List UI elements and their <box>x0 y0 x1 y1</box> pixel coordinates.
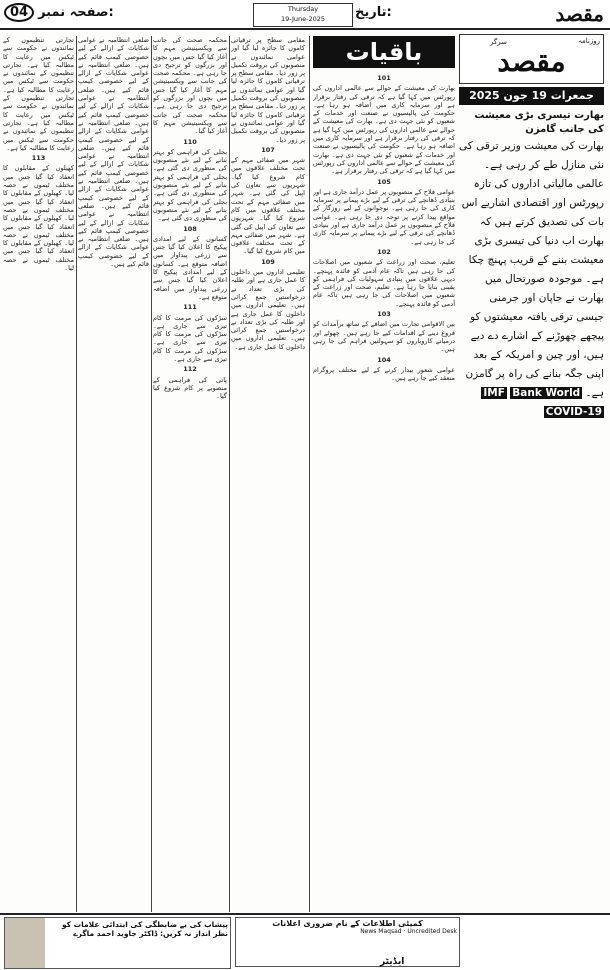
doctor-photo <box>5 918 45 968</box>
section-number: 102 <box>377 247 391 256</box>
editorial-highlight-bankworld: Bank World <box>512 387 581 399</box>
health-advertisement <box>4 917 231 969</box>
editorial-headline: بھارت تیسری بڑی معیشت کی جانب گامزن <box>474 110 604 135</box>
column-rule <box>309 36 310 912</box>
editorial-highlight-covid: COVID-19 <box>545 406 602 418</box>
notice-box: کمیٹی اطلاعات کے نام ضروری اعلانات News Maqsad · Uncredited Desk <box>235 917 460 967</box>
section-number: 109 <box>261 257 275 266</box>
editorial-column <box>459 34 604 914</box>
column-2: مقامی سطح پر ترقیاتی کاموں کا جائزہ لیا گیا اور عوامی نمائندوں نے منصوبوں کی بروقت تکمیل پر زور دیا۔ مقامی سطح پر ترقیاتی کاموں کا جائزہ لیا گیا اور عوامی نمائندوں نے منصوبوں کی بروقت تکمیل پر زور دیا۔ مقامی سطح پر ترقیاتی کاموں کا جائزہ لیا گیا اور عوامی نمائندوں نے منصوبوں کی بروقت تکمیل پر زور دیا۔ 107 شہر میں صفائی مہم کے تحت مختلف علاقوں میں کام شروع کیا گیا۔ شہریوں سے تعاون کی اپیل کی گئی ہے۔ شہر میں صفائی مہم کے تحت مختلف علاقوں میں کام شروع کیا گیا۔ شہریوں سے تعاون کی اپیل کی گئی ہے۔ شہر میں صفائی مہم کے تحت مختلف علاقوں میں کام شروع کیا گیا۔ 109 تعلیمی اداروں میں داخلوں کا عمل جاری ہے اور طلبہ کی بڑی تعداد نے درخواستیں جمع کرائی ہیں۔ تعلیمی اداروں میں داخلوں کا عمل جاری ہے اور طلبہ کی بڑی تعداد نے درخواستیں جمع کرائی ہیں۔ تعلیمی اداروں میں داخلوں کا عمل جاری ہے۔ <box>231 36 305 351</box>
page-number-value: 04 <box>4 3 34 22</box>
section-number: 107 <box>261 145 275 154</box>
notice-title: کمیٹی اطلاعات کے نام ضروری اعلانات <box>272 919 423 928</box>
section-number: 101 <box>377 74 391 82</box>
page-header <box>0 0 610 30</box>
section-number: 105 <box>377 177 391 186</box>
section-number: 112 <box>183 365 197 374</box>
section-number: 103 <box>377 310 391 319</box>
notice-line-2: Uncredited Desk <box>407 928 457 935</box>
masthead-editor-tag: سرگر <box>490 38 507 46</box>
editorial-highlight-imf: IMF <box>483 387 505 399</box>
date-text: 19-June-2025 <box>280 15 326 23</box>
column-1: 101 بھارت کی معیشت کے حوالے سے عالمی اداروں کی رپورٹس میں کہا گیا ہے کہ ترقی کی رفتار برقرار ہے اور سرمایہ کاری میں اضافہ ہو رہا ہے۔ حکومت کی پالیسیوں نے صنعت اور خدمات کے شعبوں کو نئی جہت دی ہے۔ بھارت کی معیشت کے حوالے سے عالمی اداروں کی رپورٹس میں کہا گیا ہے کہ ترقی کی رفتار برقرار ہے اور سرمایہ کاری میں اضافہ ہو رہا ہے۔ حکومت کی پالیسیوں نے صنعت اور خدمات کے شعبوں کو نئی جہت دی ہے۔ بھارت کی معیشت کے حوالے سے عالمی اداروں کی رپورٹس میں کہا گیا ہے کہ ترقی کی رفتار برقرار ہے۔ 105 عوامی فلاح کے منصوبوں پر عمل درآمد جاری ہے اور بنیادی ڈھانچے کی ترقی کے لیے بڑے پیمانے پر سرمایہ کاری کی جا رہی ہے۔ نوجوانوں کے لیے روزگار کے مواقع پیدا کرنے پر توجہ دی جا رہی ہے۔ عوامی فلاح کے منصوبوں پر عمل درآمد جاری ہے اور بنیادی ڈھانچے کی ترقی کے لیے بڑے پیمانے پر سرمایہ کاری کی جا رہی ہے۔ 102 تعلیم، صحت اور زراعت کے شعبوں میں اصلاحات کی جا رہی ہیں تاکہ عام آدمی کو فائدہ پہنچے۔ دیہی علاقوں میں بنیادی سہولیات کی فراہمی کو یقینی بنایا جا رہا ہے۔ تعلیم، صحت اور زراعت کے شعبوں میں اصلاحات کی جا رہی ہیں تاکہ عام آدمی کو فائدہ پہنچے۔ 103 بین الاقوامی تجارت میں اضافے کے ساتھ برآمدات کو فروغ دینے کے اقدامات کیے جا رہے ہیں۔ چھوٹے اور درمیانے کاروباروں کو سہولتیں فراہم کی جا رہی ہیں۔ 104 عوامی شعور بیدار کرنے کے لیے مختلف پروگرام منعقد کیے جا رہے ہیں۔ <box>313 74 455 383</box>
editorial-body-text: بھارت کی معیشت وزیر ترقی کی نئی منازل طے کر رہی ہے۔ عالمی مالیاتی اداروں کی تازہ رپورٹس اور اقتصادی اشاریے اس بات کی تصدیق کرتے ہیں کہ بھارت اب دنیا کی تیسری بڑی معیشت بننے کے قریب پہنچ چکا ہے۔ موجودہ صورتحال میں بھارت نے جاپان اور جرمنی جیسی ترقی یافتہ معیشتوں کو پیچھے چھوڑنے کے اشارے دے دیے ہیں، اور چین و امریکہ کے بعد اپنی جگہ بنانے کی راہ پر گامزن ہے۔ <box>459 140 604 399</box>
masthead-prefix: روزنامہ <box>577 37 600 45</box>
column-4: ضلعی انتظامیہ نے عوامی شکایات کے ازالے کے لیے خصوصی کیمپ قائم کیے ہیں۔ ضلعی انتظامیہ نے عوامی شکایات کے ازالے کے لیے خصوصی کیمپ قائم کیے ہیں۔ ضلعی انتظامیہ نے عوامی شکایات کے ازالے کے لیے خصوصی کیمپ قائم کیے ہیں۔ ضلعی انتظامیہ نے عوامی شکایات کے ازالے کے لیے خصوصی کیمپ قائم کیے ہیں۔ ضلعی انتظامیہ نے عوامی شکایات کے ازالے کے لیے خصوصی کیمپ قائم کیے ہیں۔ ضلعی انتظامیہ نے عوامی شکایات کے ازالے کے لیے خصوصی کیمپ قائم کیے ہیں۔ ضلعی انتظامیہ نے عوامی شکایات کے ازالے کے لیے خصوصی کیمپ قائم کیے ہیں۔ ضلعی انتظامیہ نے عوامی شکایات کے ازالے کے لیے خصوصی کیمپ قائم کیے ہیں۔ <box>78 36 149 269</box>
notice-line-1: News Maqsad <box>360 928 402 935</box>
date-box <box>253 3 353 27</box>
masthead-date-band: جمعرات 19 جون 2025 <box>459 87 604 105</box>
day-text: Thursday <box>287 5 319 13</box>
page-number-label: صفحہ نمبر: <box>38 5 114 20</box>
column-3: محکمہ صحت کی جانب سے ویکسینیشن مہم کا آغاز کیا گیا جس میں بچوں اور بزرگوں کو ترجیح دی جا رہی ہے۔ محکمہ صحت کی جانب سے ویکسینیشن مہم کا آغاز کیا گیا جس میں بچوں اور بزرگوں کو ترجیح دی جا رہی ہے۔ محکمہ صحت کی جانب سے ویکسینیشن مہم کا آغاز کیا گیا۔ 110 بجلی کی فراہمی کو بہتر بنانے کے لیے نئے منصوبوں کی منظوری دی گئی ہے۔ بجلی کی فراہمی کو بہتر بنانے کے لیے نئے منصوبوں کی منظوری دی گئی ہے۔ بجلی کی فراہمی کو بہتر بنانے کے لیے نئے منصوبوں کی منظوری دی گئی ہے۔ 108 کسانوں کے لیے امدادی پیکیج کا اعلان کیا گیا جس سے زرعی پیداوار میں اضافہ متوقع ہے۔ کسانوں کے لیے امدادی پیکیج کا اعلان کیا گیا جس سے زرعی پیداوار میں اضافہ متوقع ہے۔ 111 سڑکوں کی مرمت کا کام تیزی سے جاری ہے۔ سڑکوں کی مرمت کا کام تیزی سے جاری ہے۔ سڑکوں کی مرمت کا کام تیزی سے جاری ہے۔ 112 پانی کی فراہمی کے منصوبے پر کام شروع کیا گیا۔ <box>153 36 227 401</box>
section-number: 111 <box>183 303 197 312</box>
column-rule <box>151 36 152 912</box>
page-number <box>4 3 114 22</box>
section-number: 113 <box>31 154 46 163</box>
column-rule <box>76 36 77 912</box>
column-5: تجارتی تنظیموں کے نمائندوں نے حکومت سے ٹیکس میں رعایت کا مطالبہ کیا ہے۔ تجارتی تنظیموں کے نمائندوں نے حکومت سے ٹیکس میں رعایت کا مطالبہ کیا ہے۔ تجارتی تنظیموں کے نمائندوں نے حکومت سے ٹیکس میں رعایت کا مطالبہ کیا ہے۔ تجارتی تنظیموں کے نمائندوں نے حکومت سے ٹیکس میں رعایت کا مطالبہ کیا ہے۔ 113 کھیلوں کے مقابلوں کا انعقاد کیا گیا جس میں مختلف ٹیموں نے حصہ لیا۔ کھیلوں کے مقابلوں کا انعقاد کیا گیا جس میں مختلف ٹیموں نے حصہ لیا۔ کھیلوں کے مقابلوں کا انعقاد کیا گیا جس میں مختلف ٹیموں نے حصہ لیا۔ کھیلوں کے مقابلوں کا انعقاد کیا گیا جس میں مختلف ٹیموں نے حصہ لیا۔ <box>3 36 74 273</box>
column-rule <box>229 36 230 912</box>
masthead-name: مقصد <box>497 45 566 78</box>
editorial-body <box>459 137 604 422</box>
masthead <box>459 34 604 84</box>
section-number: 104 <box>377 355 391 364</box>
date-label: تاریخ: <box>355 5 392 20</box>
header-logo: مقصد <box>555 2 604 26</box>
ad-headline: پیشاب کی بے ضابطگی کی ابتدائی علامات کو نظر انداز نہ کریں: ڈاکٹر جاوید احمد ماگرے <box>61 920 228 938</box>
section-number: 108 <box>183 224 197 233</box>
baqiyat-banner: باقیات <box>313 36 455 68</box>
editor-signature: ایڈیٹر <box>380 957 405 967</box>
section-number: 110 <box>183 137 197 146</box>
